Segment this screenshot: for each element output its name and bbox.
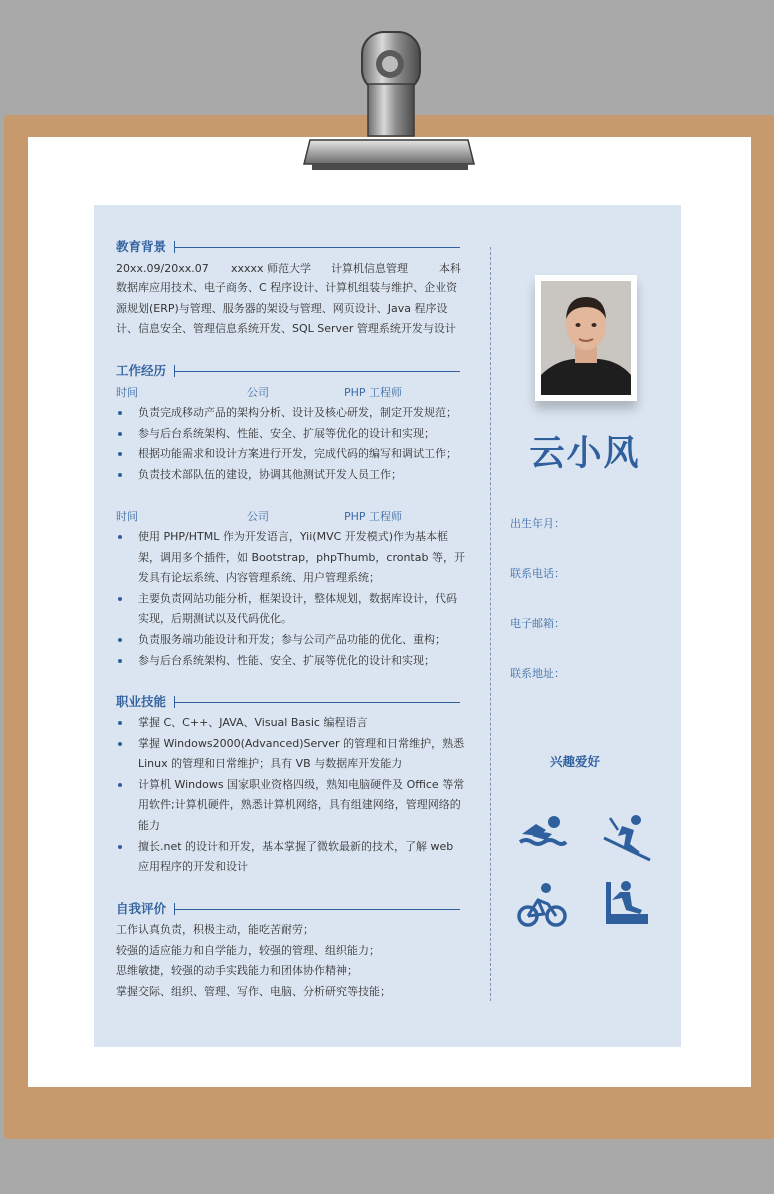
swimming-icon [516,808,568,860]
education-major: 计算机信息管理 [331,262,408,275]
avatar [535,275,637,401]
self-eval-line: 掌握交际、组织、管理、写作、电脑、分析研究等技能； [116,984,391,998]
list-item: 主要负责网站功能分析，框架设计，整体规划，数据库设计，代码实现，后期测试以及代码优化。 [116,589,466,630]
list-item: 参与后台系统架构、性能、安全、扩展等优化的设计和实现； [116,651,466,672]
job-position: PHP 工程师 [344,386,403,399]
job-position: PHP 工程师 [344,510,403,523]
list-item: 负责完成移动产品的架构分析、设计及核心研发，制定开发规范； [116,403,466,424]
list-item: 掌握 C、C++、JAVA、Visual Basic 编程语言 [116,713,466,734]
job-time: 时间 [116,510,138,523]
person-name: 云小风 [529,434,641,474]
list-item: 根据功能需求和设计方案进行开发，完成代码的编写和调试工作； [116,444,466,465]
section-title-skills: 职业技能 [116,692,460,712]
job-company: 公司 [247,386,269,399]
job-1-duties [116,403,466,485]
list-item: 参与后台系统架构、性能、安全、扩展等优化的设计和实现； [116,424,466,445]
phone-label: 联系电话： [510,567,565,580]
skiing-icon [600,812,652,864]
birth-label: 出生年月： [510,517,565,530]
job-2-duties [116,527,466,671]
education-school: xxxxx 师范大学 [231,262,312,275]
address-label: 联系地址： [510,667,565,680]
education-courses: 数据库应用技术、电子商务、C 程序设计、计算机组装与维护、企业资源规划(ERP)与管理、服务器的架设与管理、网页设计、Java 程序设计、信息安全、管理信息系统开发、SQL Server 管理系统开发与设计 [116,281,458,336]
job-1-meta [116,384,466,402]
self-eval-text [116,920,466,1002]
column-divider [490,247,491,1001]
section-title-education: 教育背景 [116,237,460,257]
cycling-icon [516,880,568,932]
self-eval-line: 思维敏捷，较强的动手实践能力和团体协作精神； [116,964,358,978]
section-title-self-eval: 自我评价 [116,899,460,919]
job-time: 时间 [116,386,138,399]
fitness-icon [600,876,652,928]
education-row [116,260,466,278]
skills-list [116,713,466,878]
email-label: 电子邮箱： [510,617,565,630]
job-2-meta [116,508,466,526]
education-period: 20xx.09/20xx.07 [116,262,209,275]
list-item: 掌握 Windows2000(Advanced)Server 的管理和日常维护，熟悉 Linux 的管理和日常维护；具有 VB 与数据库开发能力 [116,734,466,775]
hobbies-title: 兴趣爱好 [549,754,600,769]
list-item: 擅长.net 的设计和开发，基本掌握了微软最新的技术，了解 web 应用程序的开发和设计 [116,837,466,878]
self-eval-line: 较强的适应能力和自学能力，较强的管理、组织能力； [116,943,380,957]
profile-photo [535,275,637,401]
education-degree: 本科 [439,262,461,275]
self-eval-line: 工作认真负责，积极主动，能吃苦耐劳； [116,923,314,936]
list-item: 使用 PHP/HTML 作为开发语言，Yii(MVC 开发模式)作为基本框架，调用多个插件，如 Bootstrap，phpThumb，crontab 等，开发具有论坛系统、内容管理系统、用户管理系统； [116,527,466,589]
binder-clip-icon [300,28,478,176]
list-item: 计算机 Windows 国家职业资格四级，熟知电脑硬件及 Office 等常用软件;计算机硬件，熟悉计算机网络，具有组建网络，管理网络的能力 [116,775,466,837]
job-company: 公司 [247,510,269,523]
list-item: 负责服务端功能设计和开发；参与公司产品功能的优化、重构； [116,630,466,651]
section-title-work: 工作经历 [116,361,460,381]
list-item: 负责技术部队伍的建设，协调其他测试开发人员工作； [116,465,466,486]
